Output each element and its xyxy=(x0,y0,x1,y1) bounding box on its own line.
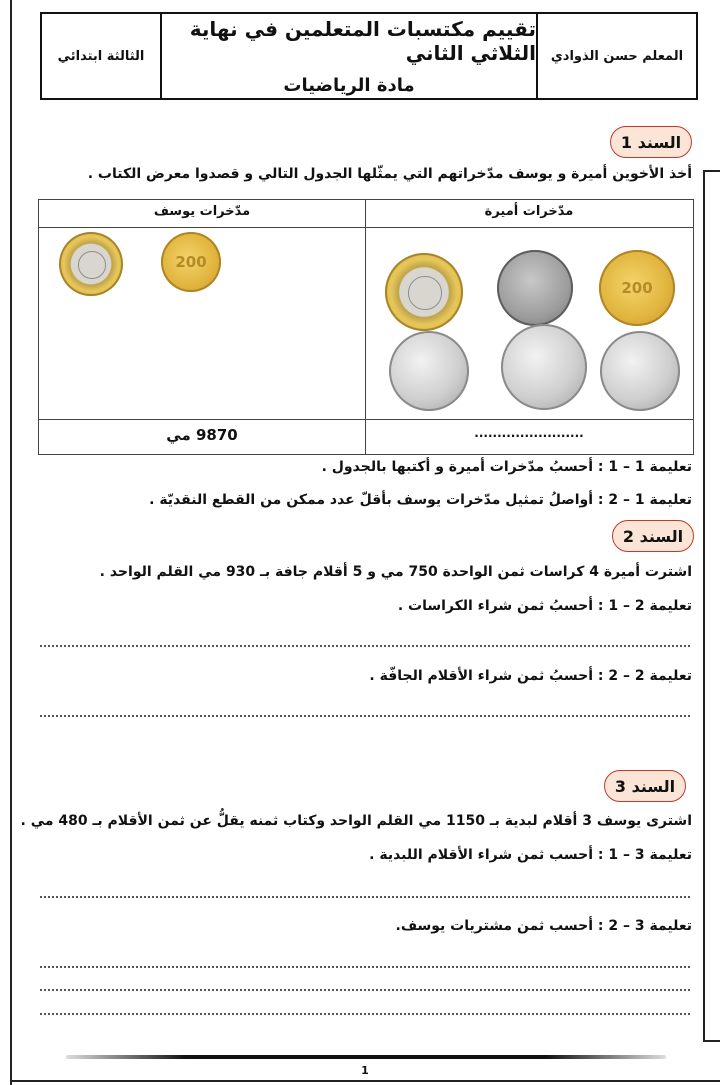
page-bottom-border xyxy=(10,1080,720,1082)
task-1-1: تعليمة 1 – 1 : أحسبُ مدّخرات أميرة و أكتبها بالجدول . xyxy=(321,459,692,475)
coin-silver-dark xyxy=(497,250,573,326)
coin-silver xyxy=(389,331,469,411)
section-3-label: السند 3 xyxy=(604,770,686,802)
column-header-amira: مدّخرات أميرة xyxy=(484,204,574,219)
footer-divider xyxy=(66,1055,666,1059)
coin-200: 200 xyxy=(161,232,221,292)
page-number: 1 xyxy=(361,1064,369,1077)
answer-line[interactable] xyxy=(40,989,690,991)
teacher-name: المعلم حسن الذوادي xyxy=(536,14,696,98)
answer-line[interactable] xyxy=(40,715,690,717)
task-3-1: تعليمة 3 – 1 : أحسب ثمن شراء الأقلام اللبدية . xyxy=(369,847,692,863)
section-2-label: السند 2 xyxy=(612,520,694,552)
exam-title-cell xyxy=(160,14,536,98)
grade-level: الثالثة ابتدائي xyxy=(57,48,145,64)
subject-name: مادة الرياضيات xyxy=(283,74,415,96)
column-header-youssef: مدّخرات يوسف xyxy=(153,204,251,219)
savings-table xyxy=(38,199,694,455)
task-1-2: تعليمة 1 – 2 : أواصلُ تمثيل مدّخرات يوسف بأقلّ عدد ممكن من القطع النقديّة . xyxy=(149,492,692,508)
answer-line[interactable] xyxy=(40,645,690,647)
coin-silver xyxy=(600,331,680,411)
coin-bimetallic xyxy=(385,253,463,331)
task-3-2: تعليمة 3 – 2 : أحسب ثمن مشتريات يوسف. xyxy=(395,918,692,934)
page-left-border xyxy=(10,0,12,1085)
amira-total-blank: ........................ xyxy=(474,426,584,440)
coin-silver-large xyxy=(501,324,587,410)
answer-line[interactable] xyxy=(40,1013,690,1015)
section-1-label: السند 1 xyxy=(610,126,692,158)
exam-header xyxy=(40,12,698,100)
answer-line[interactable] xyxy=(40,896,690,898)
task-2-2: تعليمة 2 – 2 : أحسبُ ثمن شراء الأقلام الجافّة . xyxy=(369,668,692,684)
coin-bimetallic xyxy=(59,232,123,296)
section-1-intro: أخذ الأخوين أميرة و يوسف مدّخراتهم التي يمثّلها الجدول التالي و قصدوا معرض الكتاب . xyxy=(87,166,692,182)
coin-200: 200 xyxy=(599,250,675,326)
answer-margin-bracket xyxy=(703,170,720,1042)
section-2-intro: اشترت أميرة 4 كراسات ثمن الواحدة 750 مي و 5 أقلام جافة بـ 930 مي القلم الواحد . xyxy=(99,564,692,580)
task-2-1: تعليمة 2 – 1 : أحسبُ ثمن شراء الكراسات . xyxy=(397,598,692,614)
exam-title: تقييم مكتسبات المتعلمين في نهاية الثلاثي الثاني xyxy=(189,16,536,65)
section-3-intro: اشترى يوسف 3 أقلام لبدية بـ 1150 مي القلم الواحد وكتاب ثمنه يقلُّ عن ثمن الأقلام بـ 480 مي . xyxy=(20,813,692,829)
answer-line[interactable] xyxy=(40,966,690,968)
youssef-total: 9870 مي xyxy=(166,426,238,444)
